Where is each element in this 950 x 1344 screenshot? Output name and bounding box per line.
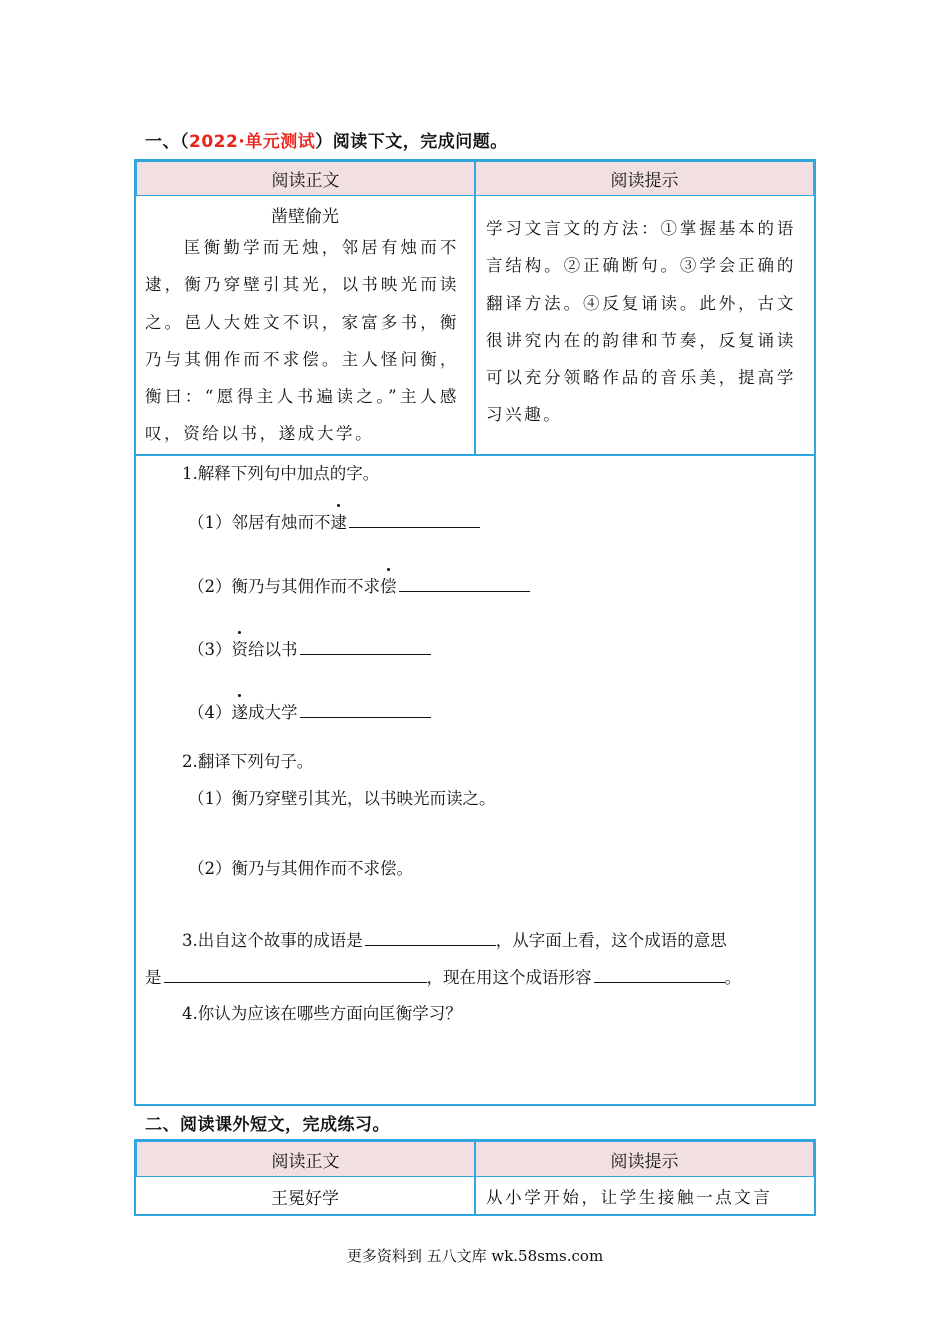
section1-title-prefix: 一、（ xyxy=(145,132,189,152)
answer-blank[interactable] xyxy=(349,509,480,528)
question-3-text-b: ，从字面上看，这个成语的意思 xyxy=(495,931,727,950)
reading-hint-text-2: 从小学开始，让学生接触一点文言 xyxy=(486,1188,773,1207)
question-2-1: （1）衡乃穿壁引其光，以书映光而读之。 xyxy=(188,789,496,808)
table1-header-text-label: 阅读正文 xyxy=(271,171,340,191)
answer-blank[interactable] xyxy=(594,964,725,983)
dotted-char: 遂 xyxy=(231,703,248,722)
table1-header-hint-label: 阅读提示 xyxy=(610,171,679,191)
section1-title-suffix: ）阅读下文，完成问题。 xyxy=(315,132,508,152)
section2-title: 二、阅读课外短文，完成练习。 xyxy=(145,1115,390,1135)
story-title: 凿壁偷光 xyxy=(271,207,339,227)
table2-header-hint xyxy=(475,1141,814,1177)
question-3-text-c: 是 xyxy=(145,968,162,987)
question-1-4-prefix: （4） xyxy=(188,703,232,722)
footer-text: 更多资料到 五八文库 wk.58sms.com xyxy=(346,1247,604,1265)
question-2-2: （2）衡乃与其佣作而不求偿。 xyxy=(188,859,413,878)
question-1-1 xyxy=(188,509,480,533)
table2-header-hint-label: 阅读提示 xyxy=(610,1151,679,1172)
answer-blank[interactable] xyxy=(164,964,427,983)
table1-row-divider xyxy=(136,454,814,456)
story-text: 匡衡勤学而无烛，邻居有烛而不逮，衡乃穿壁引其光，以书映光而读之。邑人大姓文不识，家富多书，衡乃与其佣作而不求偿。主人怪问衡，衡曰：“愿得主人书遍读之。”主人感叹，资给以书，遂成大学。 xyxy=(145,238,459,444)
question-1-2-text: （2）衡乃与其佣作而不求 xyxy=(188,577,380,596)
question-4-title: 4.你认为应该在哪些方面向匡衡学习？ xyxy=(182,1004,462,1023)
dotted-char: 逮 xyxy=(330,513,347,532)
answer-blank[interactable] xyxy=(300,636,431,655)
question-1-2 xyxy=(188,573,530,597)
answer-blank[interactable] xyxy=(300,699,431,718)
question-3-text-d: ，现在用这个成语形容 xyxy=(426,968,592,987)
question-3-text-a: 3.出自这个故事的成语是 xyxy=(182,931,363,950)
question-3-line-1 xyxy=(182,927,727,951)
dotted-char: 偿 xyxy=(380,577,397,596)
question-1-4-text: 成大学 xyxy=(248,703,298,722)
question-3-line-2 xyxy=(145,964,741,988)
question-1-1-text: （1）邻居有烛而不 xyxy=(188,513,331,532)
answer-blank[interactable] xyxy=(365,927,496,946)
question-3-text-e: 。 xyxy=(724,968,741,987)
section1-title xyxy=(145,127,508,152)
table1-column-divider xyxy=(474,196,476,456)
table1-header-text xyxy=(136,161,475,196)
table2-column-divider xyxy=(474,1177,476,1214)
table2-header-text-label: 阅读正文 xyxy=(271,1151,340,1172)
reading-hint-text: 学习文言文的方法：①掌握基本的语言结构。②正确断句。③学会正确的翻译方法。④反复诵读。此外，古文很讲究内在的韵律和节奏，反复诵读可以充分领略作品的音乐美，提高学习兴趣。 xyxy=(486,219,796,425)
question-2-title: 2.翻译下列句子。 xyxy=(182,752,314,771)
answer-blank[interactable] xyxy=(399,573,530,592)
question-1-4 xyxy=(188,699,431,723)
question-1-3-prefix: （3） xyxy=(188,640,232,659)
dotted-char: 资 xyxy=(231,640,248,659)
table2-header-text xyxy=(136,1141,475,1177)
question-1-3 xyxy=(188,636,431,660)
table1-header-hint xyxy=(475,161,814,196)
question-1-title: 1.解释下列句中加点的字。 xyxy=(182,464,380,483)
section1-source-tag: 2022·单元测试 xyxy=(189,132,316,152)
story2-title: 王冕好学 xyxy=(271,1189,339,1209)
question-1-3-text: 给以书 xyxy=(248,640,298,659)
